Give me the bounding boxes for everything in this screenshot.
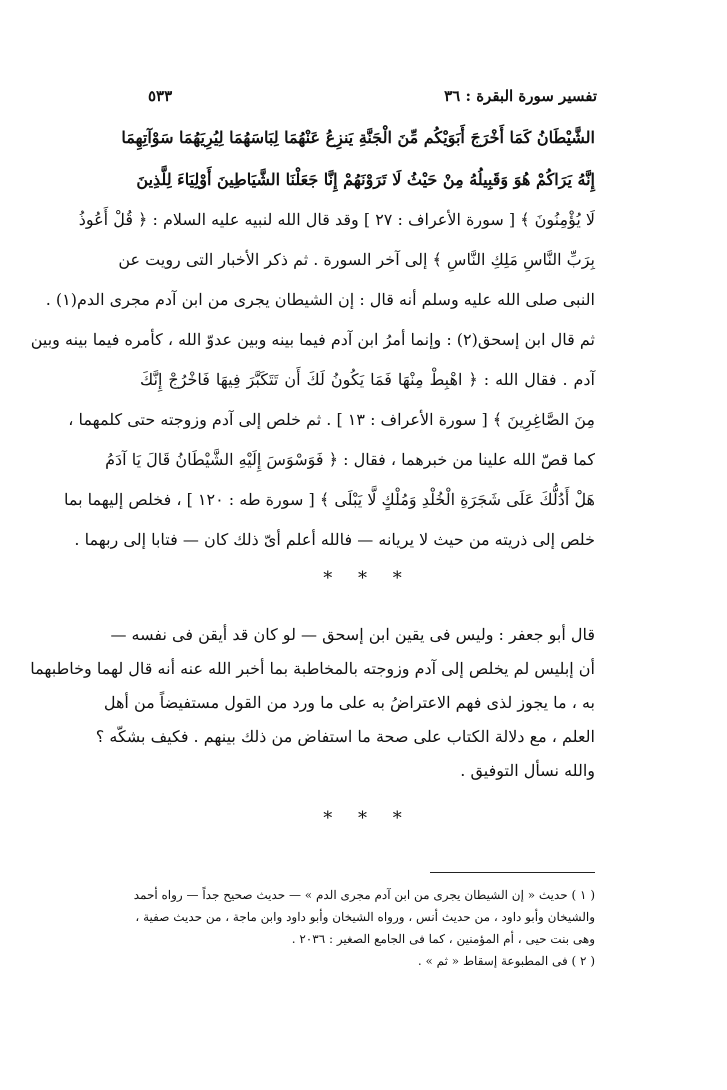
page-number: ٥٣٣ [148,87,173,105]
text-line: ثم قال ابن إسحق(٢) : وإنما أمرُ ابن آدم فيما بينه وبين عدوّ الله ، كأمره فيما بينه وبين [30,330,595,349]
footnotes [133,884,595,972]
footnote-line: وهى بنت حيى ، أم المؤمنين ، كما فى الجامع الصغير : ٢٠٣٦ . [291,932,595,946]
text-line: بِرَبِّ النَّاسِ مَلِكِ النَّاسِ ﴾ إلى آخر السورة . ثم ذكر الأخبار التى رويت عن [118,250,595,269]
text-line: الشَّيْطَانُ كَمَا أَخْرَجَ أَبَوَيْكُم مِّنَ الْجَنَّةِ يَنزِعُ عَنْهُمَا لِبَاسَهُمَا لِيُرِيَهُمَا سَوْآتِهِمَا [121,128,595,147]
text-line: خلص إلى ذريته من حيث لا يريانه — فالله أعلم أىّ ذلك كان — فتابا إلى ربهما . [74,530,595,549]
text-line: مِنَ الصَّاغِرِينَ ﴾ [ سورة الأعراف : ١٣ ] . ثم خلص إلى آدم وزوجته حتى كلمهما ، [68,410,595,429]
header-title: تفسير سورة البقرة : ٣٦ [444,87,597,105]
running-header [148,82,597,110]
text-line: إِنَّهُ يَرَاكُمْ هُوَ وَقَبِيلُهُ مِنْ حَيْثُ لَا تَرَوْنَهُمْ إِنَّا جَعَلْنَا الشَّيَاطِينَ أَوْلِيَاءَ لِلَّذِينَ [136,170,595,189]
text-line: العلم ، مع دلالة الكتاب على صحة ما استفاض من ذلك بينهم . فكيف بشكّه ؟ [95,727,595,746]
text-line: كما قصّ الله علينا من خبرهما ، فقال : ﴿ فَوَسْوَسَ إِلَيْهِ الشَّيْطَانُ قَالَ يَا آدَمُ [105,450,595,469]
text-line: آدم . فقال الله : ﴿ اهْبِطْ مِنْهَا فَمَا يَكُونُ لَكَ أَن تَتَكَبَّرَ فِيهَا فَاخْرُجْ إِنَّكَ [140,370,595,389]
main-text [30,116,595,560]
footnote-divider [430,872,595,873]
footnote-line: ( ١ ) حديث « إن الشيطان يجرى من ابن آدم مجرى الدم » — حديث صحيح جداً — رواه أحمد [133,888,595,902]
footnote-line: ( ٢ ) فى المطبوعة إسقاط « ثم » . [417,954,595,968]
section-separator: * * * [323,568,412,589]
footnote-line: والشيخان وأبو داود ، من حديث أنس ، ورواه الشيخان وأبو داود وابن ماجة ، من حديث صفية ، [135,910,595,924]
text-line: لَا يُؤْمِنُونَ ﴾ [ سورة الأعراف : ٢٧ ] وقد قال الله لنبيه عليه السلام : ﴿ قُلْ أَعُوذُ [78,210,595,229]
text-line: أن إبليس لم يخلص إلى آدم وزوجته بالمخاطبة بما أخبر الله عنه أنه قال لهما وخاطبهما [30,659,595,678]
text-line: هَلْ أَدُلُّكَ عَلَى شَجَرَةِ الْخُلْدِ وَمُلْكٍ لَّا يَبْلَى ﴾ [ سورة طه : ١٢٠ ] ، فخلص إليهما بما [63,490,595,509]
main-text-continued [30,618,595,788]
text-line: النبى صلى الله عليه وسلم أنه قال : إن الشيطان يجرى من ابن آدم مجرى الدم(١) . [45,290,595,309]
text-line: به ، ما يجوز لذى فهم الاعتراضُ به على ما ورد من القول مستفيضاً من أهل [103,693,595,712]
section-separator: * * * [323,808,412,829]
text-line: والله نسأل التوفيق . [460,761,595,780]
text-line: قال أبو جعفر : وليس فى يقين ابن إسحق — لو كان قد أيقن فى نفسه — [110,625,595,644]
